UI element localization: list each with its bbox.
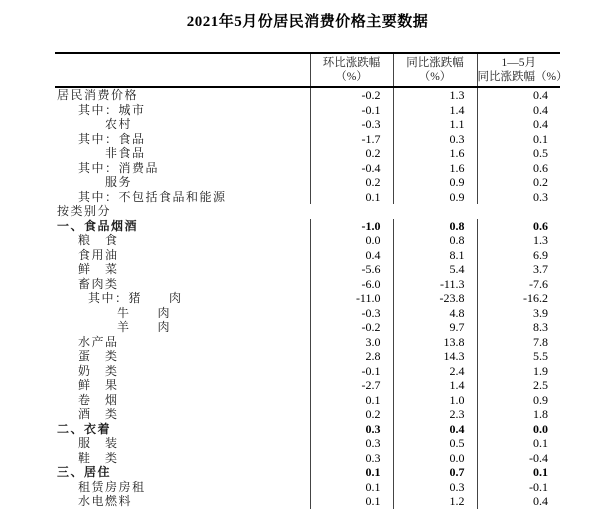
table-row xyxy=(55,219,560,234)
value-cell: 3.9 xyxy=(477,306,560,321)
table-row xyxy=(55,103,560,118)
value-cell: 3.0 xyxy=(310,335,393,350)
value-cell: 2.5 xyxy=(477,378,560,393)
value-cell: 1.3 xyxy=(477,233,560,248)
value-cell: 0.0 xyxy=(477,422,560,437)
page-title: 2021年5月份居民消费价格主要数据 xyxy=(186,14,429,30)
value-cell: -7.6 xyxy=(477,277,560,292)
value-cell: -2.7 xyxy=(310,378,393,393)
row-label: 酒 类 xyxy=(78,407,119,421)
value-cell: 1.9 xyxy=(477,364,560,379)
value-cell: 1.8 xyxy=(477,407,560,422)
value-cell: 0.8 xyxy=(393,219,477,234)
value-cell: 0.0 xyxy=(393,451,477,466)
row-label: 农村 xyxy=(105,117,133,131)
row-label: 非食品 xyxy=(105,146,146,160)
value-cell: 0.1 xyxy=(310,190,393,205)
row-label: 二、衣着 xyxy=(57,421,112,436)
value-cell: 0.1 xyxy=(477,132,560,147)
value-cell: 1.6 xyxy=(393,161,477,176)
value-cell: 1.4 xyxy=(393,103,477,118)
value-cell: -5.6 xyxy=(310,262,393,277)
value-cell: -0.4 xyxy=(310,161,393,176)
value-cell: 0.5 xyxy=(477,146,560,161)
table-header-row xyxy=(55,53,560,87)
table-row xyxy=(55,494,560,509)
table-row xyxy=(55,291,560,306)
table-row xyxy=(55,320,560,335)
cpi-table xyxy=(55,52,568,509)
value-cell: 8.3 xyxy=(477,320,560,335)
table-row xyxy=(55,146,560,161)
header-cell-yoy xyxy=(393,53,477,87)
table-row xyxy=(55,465,560,480)
row-label: 其中：猪 肉 xyxy=(88,291,183,305)
header-yoy-line2: （%） xyxy=(418,71,452,83)
value-cell: 2.4 xyxy=(393,364,477,379)
row-label: 鞋 类 xyxy=(78,450,119,465)
header-cell-label xyxy=(55,53,310,87)
value-cell: 8.1 xyxy=(393,248,477,263)
row-label: 其中：不包括食品和能源 xyxy=(78,189,227,204)
value-cell: 0.2 xyxy=(310,175,393,190)
row-label: 卷 烟 xyxy=(78,392,119,407)
value-cell: 0.1 xyxy=(477,436,560,451)
value-cell: 3.7 xyxy=(477,262,560,277)
table-row xyxy=(55,204,560,219)
row-label: 租赁房房租 xyxy=(78,479,146,494)
value-cell: 6.9 xyxy=(477,248,560,263)
value-cell: 0.3 xyxy=(393,480,477,495)
value-cell: 0.1 xyxy=(310,480,393,495)
value-cell: 0.3 xyxy=(393,132,477,147)
table-row xyxy=(55,262,560,277)
header-ytd-line1: 1—5月 xyxy=(501,57,536,69)
value-cell: 1.3 xyxy=(393,87,477,103)
table-body xyxy=(55,87,560,509)
table-row xyxy=(55,436,560,451)
row-label: 鲜 果 xyxy=(78,378,119,392)
value-cell: 0.1 xyxy=(310,393,393,408)
value-cell: -0.3 xyxy=(310,117,393,132)
value-cell: 0.6 xyxy=(477,219,560,234)
value-cell: -6.0 xyxy=(310,277,393,292)
value-cell: 0.3 xyxy=(310,436,393,451)
row-label: 一、食品烟酒 xyxy=(57,218,139,233)
value-cell: 0.6 xyxy=(477,161,560,176)
table-row xyxy=(55,132,560,147)
row-label: 服 装 xyxy=(78,436,119,450)
value-cell: 0.1 xyxy=(477,465,560,480)
table-row xyxy=(55,364,560,379)
row-label: 粮 食 xyxy=(78,233,119,247)
header-ytd-line2: 同比涨跌幅（%） xyxy=(477,71,568,83)
value-cell: 0.7 xyxy=(393,465,477,480)
table-row xyxy=(55,422,560,437)
value-cell: 4.8 xyxy=(393,306,477,321)
table-row xyxy=(55,378,560,393)
table-header xyxy=(55,53,568,87)
value-cell: 5.4 xyxy=(393,262,477,277)
header-mom-line1: 环比涨跌幅 xyxy=(322,57,381,69)
value-cell: -0.1 xyxy=(310,103,393,118)
value-cell: 0.4 xyxy=(310,248,393,263)
value-cell: 2.3 xyxy=(393,407,477,422)
row-label: 服务 xyxy=(105,175,133,189)
value-cell: 0.1 xyxy=(310,465,393,480)
row-label: 鲜 菜 xyxy=(78,262,119,276)
table-row xyxy=(55,393,560,408)
row-label: 牛 肉 xyxy=(117,305,172,320)
value-cell: -0.1 xyxy=(310,364,393,379)
table-row xyxy=(55,87,560,103)
value-cell: -1.0 xyxy=(310,219,393,234)
table-row xyxy=(55,306,560,321)
value-cell: 0.0 xyxy=(310,233,393,248)
table-row xyxy=(55,349,560,364)
row-label: 蛋 类 xyxy=(78,349,119,363)
value-cell: 7.8 xyxy=(477,335,560,350)
value-cell: 0.4 xyxy=(477,117,560,132)
value-cell: 1.6 xyxy=(393,146,477,161)
row-label: 奶 类 xyxy=(78,363,119,378)
table-row xyxy=(55,335,560,350)
value-cell: 2.8 xyxy=(310,349,393,364)
table-row xyxy=(55,407,560,422)
value-cell: 0.3 xyxy=(477,190,560,205)
value-cell: 1.2 xyxy=(393,494,477,509)
row-label: 三、居住 xyxy=(57,465,112,479)
table-row xyxy=(55,480,560,495)
value-cell: 0.3 xyxy=(310,451,393,466)
value-cell: 0.4 xyxy=(477,103,560,118)
value-cell: -16.2 xyxy=(477,291,560,306)
value-cell: 0.1 xyxy=(310,494,393,509)
value-cell: 0.4 xyxy=(477,494,560,509)
value-cell: 0.9 xyxy=(393,190,477,205)
row-label: 水产品 xyxy=(78,334,119,349)
value-cell: 0.2 xyxy=(310,407,393,422)
table-row xyxy=(55,161,560,176)
table-row xyxy=(55,451,560,466)
value-cell: 0.2 xyxy=(477,175,560,190)
header-cell-mom xyxy=(310,53,393,87)
row-label: 水电燃料 xyxy=(78,494,133,508)
value-cell: 13.8 xyxy=(393,335,477,350)
value-cell: -11.3 xyxy=(393,277,477,292)
value-cell: -11.0 xyxy=(310,291,393,306)
table-row xyxy=(55,248,560,263)
row-label: 居民消费价格 xyxy=(57,88,139,102)
row-label: 其中：消费品 xyxy=(78,160,160,175)
row-label: 其中：城市 xyxy=(78,102,146,117)
header-cell-ytd xyxy=(477,53,568,87)
value-cell: 0.9 xyxy=(477,393,560,408)
row-label: 按类别分 xyxy=(57,204,112,218)
value-cell: 1.4 xyxy=(393,378,477,393)
value-cell: -1.7 xyxy=(310,132,393,147)
value-cell: -0.2 xyxy=(310,87,393,103)
header-mom-line2: （%） xyxy=(335,71,368,83)
value-cell: 1.1 xyxy=(393,117,477,132)
header-yoy-line1: 同比涨跌幅 xyxy=(406,57,464,69)
value-cell: 0.5 xyxy=(393,436,477,451)
row-label: 食用油 xyxy=(78,247,119,262)
table-row xyxy=(55,190,560,205)
value-cell: 0.8 xyxy=(393,233,477,248)
value-cell: 9.7 xyxy=(393,320,477,335)
value-cell: -0.1 xyxy=(477,480,560,495)
value-cell: -0.3 xyxy=(310,306,393,321)
row-label: 羊 肉 xyxy=(117,320,172,334)
row-label: 其中：食品 xyxy=(78,131,146,146)
table-row xyxy=(55,175,560,190)
value-cell: 1.0 xyxy=(393,393,477,408)
value-cell: 0.4 xyxy=(393,422,477,437)
value-cell: 0.2 xyxy=(310,146,393,161)
value-cell: 0.9 xyxy=(393,175,477,190)
value-cell: 5.5 xyxy=(477,349,560,364)
value-cell: -0.4 xyxy=(477,451,560,466)
page xyxy=(0,13,568,509)
value-cell: 0.4 xyxy=(477,87,560,103)
table-row xyxy=(55,117,560,132)
table-row xyxy=(55,233,560,248)
table-row xyxy=(55,277,560,292)
row-label: 畜肉类 xyxy=(78,276,119,291)
value-cell: -0.2 xyxy=(310,320,393,335)
value-cell: 0.3 xyxy=(310,422,393,437)
value-cell: -23.8 xyxy=(393,291,477,306)
value-cell: 14.3 xyxy=(393,349,477,364)
